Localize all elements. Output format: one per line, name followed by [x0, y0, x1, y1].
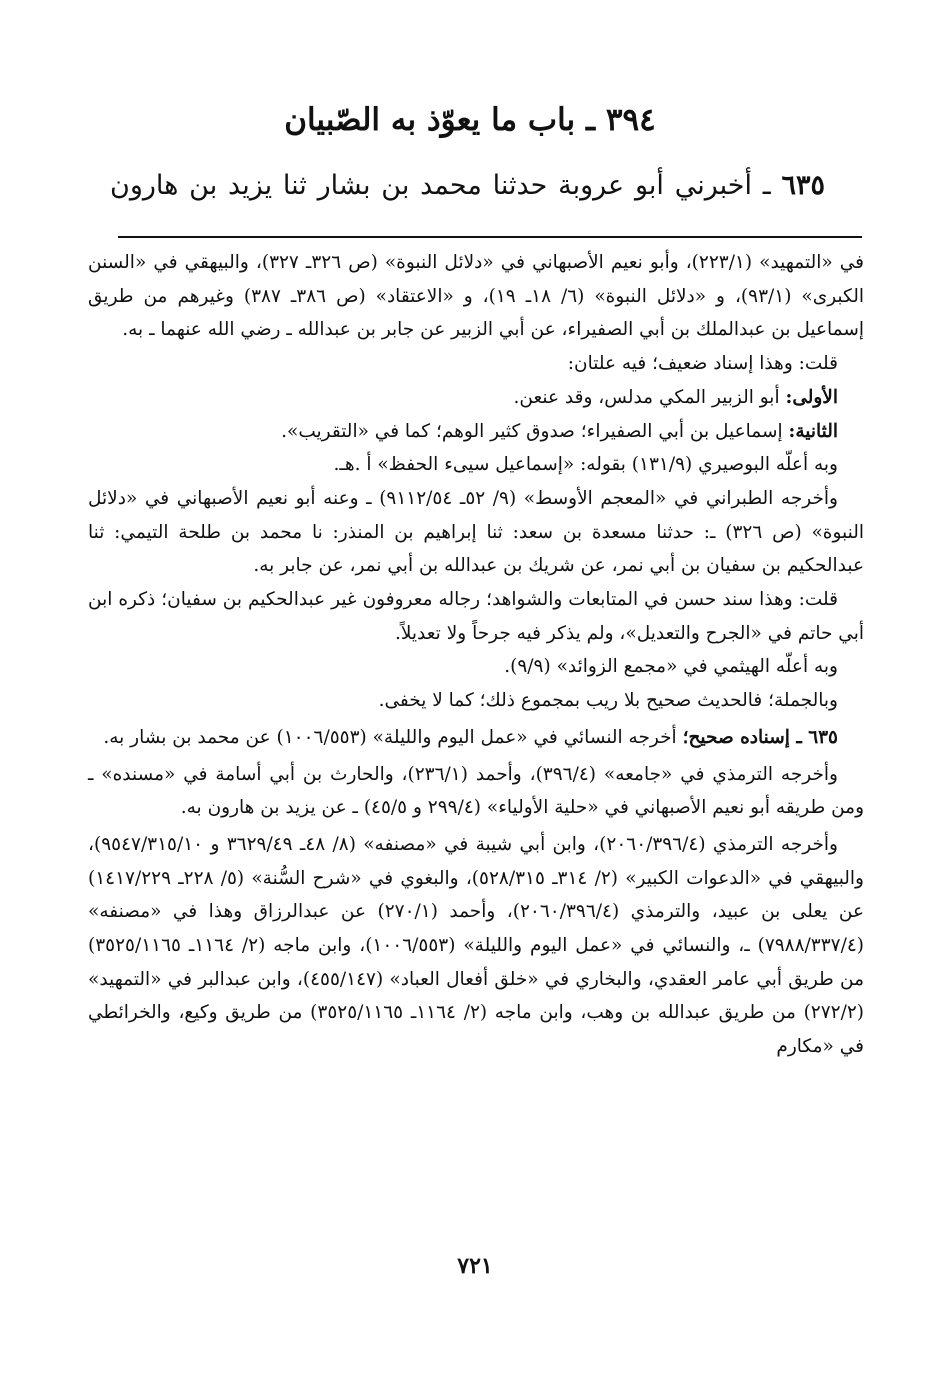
footnote-text: قلت: وهذا إسناد ضعيف؛ فيه علتان: [567, 353, 838, 375]
hadith-number: ٦٣٥ [781, 170, 825, 201]
footnote-paragraph [88, 684, 864, 718]
footnote-label: الثانية: [788, 420, 838, 442]
footnote-text: في «التمهيد» (٢٢٣/١)، وأبو نعيم الأصبهاني في «دلائل النبوة» (ص ٣٢٦ـ ٣٢٧)، والبيهقي في «السنن الكبرى» (٩٣/١)، و «دلائل النبوة» (٦/ ١٨ـ ١٩)، و «الاعتقاد» (ص ٣٨٦ـ ٣٨٧) وغيرهم من طريق إسماعيل بن عبدالملك بن أبي الصفيراء، عن أبي الزبير عن جابر بن عبدالله ـ رضي الله عنهما ـ به. [88, 252, 864, 341]
footnote-label: ٦٣٥ ـ إسناده صحيح؛ [682, 726, 838, 748]
footnote-paragraph [88, 721, 864, 755]
footnote-paragraph [88, 381, 864, 415]
footnotes [88, 246, 864, 1064]
hadith-main-text [110, 164, 825, 208]
chapter-title: ٣٩٤ ـ باب ما يعوّذ به الصّبيان [284, 102, 656, 138]
hadith-text: ـ أخبرني أبو عروبة حدثنا محمد بن بشار ثنا يزيد بن هارون [110, 170, 771, 201]
footnote-paragraph [88, 583, 864, 650]
footnote-paragraph [88, 828, 864, 1064]
footnote-text: وأخرجه الترمذي (٢٠٦٠/٣٩٦/٤)، وابن أبي شيبة في «مصنفه» (٨/ ٤٨ـ ٣٦٢٩/٤٩ و ٩٥٤٧/٣١٥/١٠)، والبيهقي في «الدعوات الكبير» (٢/ ٣١٤ـ ٥٢٨/٣١٥)، والبغوي في «شرح السُّنة» (٥/ ٢٢٨ـ ١٤١٧/٢٢٩) عن يعلى بن عبيد، والترمذي (٢٠٦٠/٣٩٦/٤)، وأحمد (٢٧٠/١) عن عبدالرزاق وهذا في «مصنفه» (٧٩٨٨/٣٣٧/٤) ـ، والنسائي في «عمل اليوم والليلة» (١٠٠٦/٥٥٣)، وابن ماجه (٢/ ١١٦٤ـ ٣٥٢٥/١١٦٥) من طريق أبي عامر العقدي، والبخاري في «خلق أفعال العباد» (٤٥٥/١٤٧)، وابن عبدالبر في «التمهيد» (٢٧٢/٢) من طريق عبدالله بن وهب، وابن ماجه (٢/ ١١٦٤ـ ٣٥٢٥/١١٦٥) من طريق وكيع، والخرائطي في «مكارم [88, 833, 864, 1058]
footnote-text: أخرجه النسائي في «عمل اليوم والليلة» (١٠٠٦/٥٥٣) عن محمد بن بشار به. [103, 726, 683, 748]
footnote-paragraph [88, 448, 864, 482]
footnote-text: أبو الزبير المكي مدلس، وقد عنعن. [513, 386, 786, 408]
footnote-paragraph [88, 347, 864, 381]
footnote-text: إسماعيل بن أبي الصفيراء؛ صدوق كثير الوهم؛ كما في «التقريب». [281, 420, 789, 442]
footnote-text: وبه أعلّه الهيثمي في «مجمع الزوائد» (٩/٩). [504, 656, 838, 678]
footnote-text: وأخرجه الطبراني في «المعجم الأوسط» (٩/ ٥٢ـ ٩١١٢/٥٤) ـ وعنه أبو نعيم الأصبهاني في «دلائل النبوة» (ص ٣٢٦) ـ: حدثنا مسعدة بن سعد: ثنا إبراهيم بن المنذر: نا محمد بن طلحة التيمي: ثنا عبدالحكيم بن سفيان بن أبي نمر، عن شريك بن عبدالله بن أبي نمر، عن جابر به. [88, 487, 864, 577]
footnote-text: وأخرجه الترمذي في «جامعه» (٣٩٦/٤)، وأحمد (٢٣٦/١)، والحارث بن أبي أسامة في «مسنده» ـ ومن طريقه أبو نعيم الأصبهاني في «حلية الأولياء» (٢٩٩/٤ و ٤٥/٥) ـ عن يزيد بن هارون به. [88, 763, 864, 819]
footnote-text: وبالجملة؛ فالحديث صحيح بلا ريب بمجموع ذلك؛ كما لا يخفى. [378, 690, 838, 712]
footnote-paragraph [88, 650, 864, 684]
footnote-text: وبه أعلّه البوصيري (١٣١/٩) بقوله: «إسماعيل سيىء الحفظ» أ .هـ. [333, 454, 838, 476]
page-number: ٧٢١ [457, 1253, 493, 1279]
footnote-label: الأولى: [785, 386, 838, 408]
footnote-paragraph [88, 482, 864, 583]
footnote-separator [118, 236, 862, 238]
footnote-paragraph [88, 246, 864, 347]
footnote-text: قلت: وهذا سند حسن في المتابعات والشواهد؛ رجاله معروفون غير عبدالحكيم بن سفيان؛ ذكره ابن أبي حاتم في «الجرح والتعديل»، ولم يذكر فيه جرحاً ولا تعديلاً. [88, 589, 864, 644]
footnote-paragraph [88, 758, 864, 825]
footnote-paragraph [88, 415, 864, 449]
